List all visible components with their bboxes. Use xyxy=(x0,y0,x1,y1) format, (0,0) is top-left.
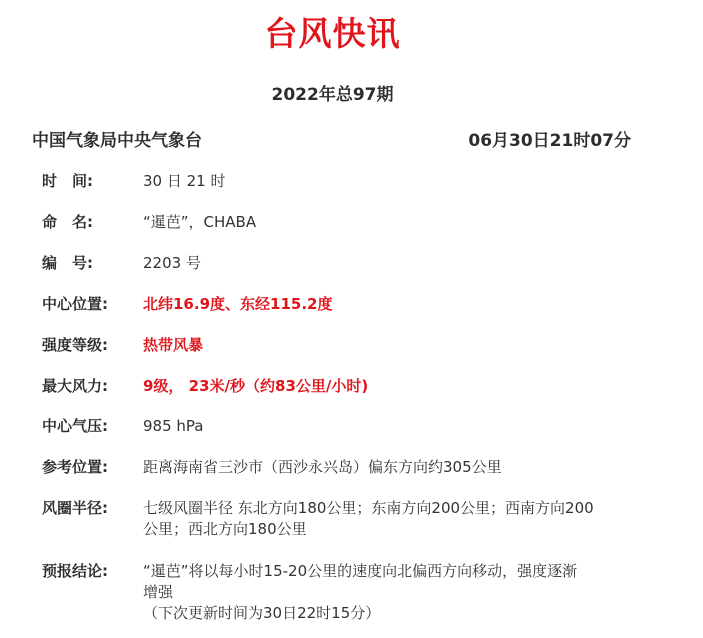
issuing-agency: 中国气象局中央气象台 xyxy=(32,131,202,151)
field-label: 编 号: xyxy=(42,254,93,272)
issue-number: 2022年总97期 xyxy=(271,85,394,105)
field-label: 命 名: xyxy=(42,213,93,231)
field-value-highlight: 9级， 23米/秒（约83公里/小时) xyxy=(143,377,369,395)
field-label: 中心位置: xyxy=(42,295,108,313)
field-label: 预报结论: xyxy=(42,562,108,580)
field-value: 30 日 21 时 xyxy=(143,172,226,190)
field-value xyxy=(143,498,633,540)
bulletin-title: 台风快讯 xyxy=(264,14,401,53)
issued-time: 06月30日21时07分 xyxy=(468,131,631,151)
field-value xyxy=(143,561,633,624)
field-label: 最大风力: xyxy=(42,377,108,395)
field-value: 2203 号 xyxy=(143,254,201,272)
next-update-note: （下次更新时间为30日22时15分） xyxy=(143,604,381,622)
field-label: 参考位置: xyxy=(42,458,108,476)
wind-radius-line: 七级风圈半径 东北方向180公里；东南方向200公里；西南方向200 xyxy=(143,499,594,517)
field-value: 距离海南省三沙市（西沙永兴岛）偏东方向约305公里 xyxy=(143,458,502,476)
field-label: 强度等级: xyxy=(42,336,108,354)
field-label: 风圈半径: xyxy=(42,499,108,517)
field-value: “暹芭”，CHABA xyxy=(143,213,257,231)
field-label: 时 间: xyxy=(42,172,93,190)
forecast-line: 增强 xyxy=(143,583,174,601)
field-label: 中心气压: xyxy=(42,417,108,435)
wind-radius-line: 公里；西北方向180公里 xyxy=(143,520,307,538)
field-value-highlight: 北纬16.9度、东经115.2度 xyxy=(143,295,333,313)
field-value: 985 hPa xyxy=(143,417,204,435)
forecast-line: “暹芭”将以每小时15-20公里的速度向北偏西方向移动，强度逐渐 xyxy=(143,562,578,580)
field-value-highlight: 热带风暴 xyxy=(143,336,204,354)
